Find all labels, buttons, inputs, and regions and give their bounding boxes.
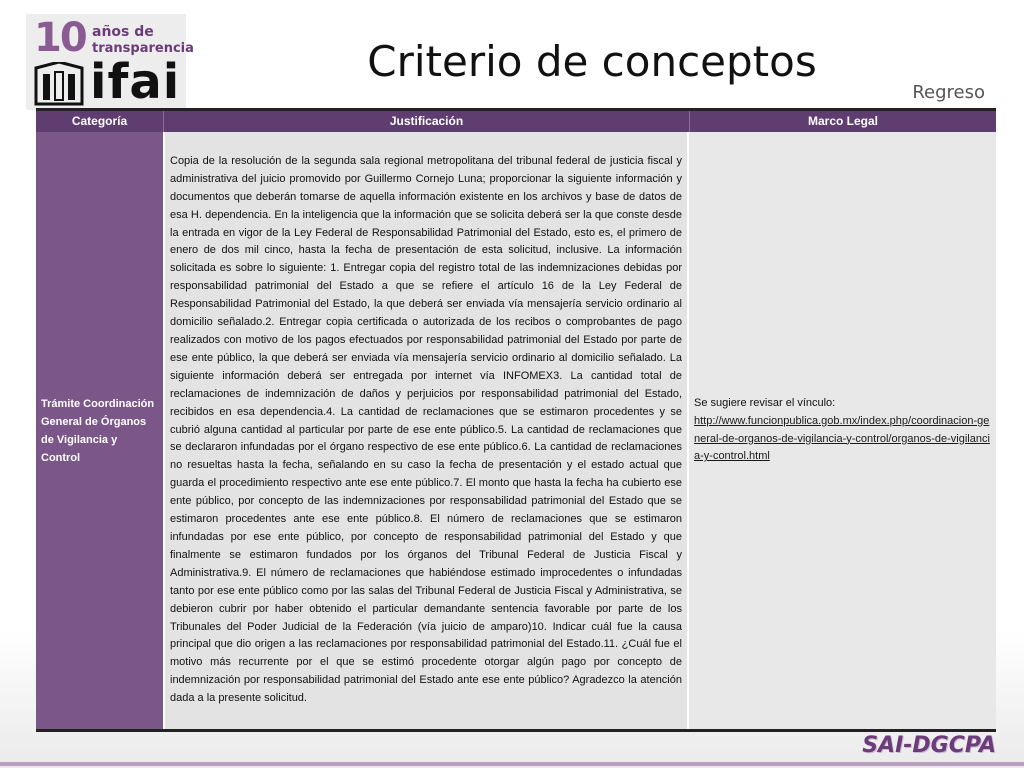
footer-divider bbox=[0, 762, 1024, 766]
logo-line-1: años de bbox=[92, 24, 154, 40]
sai-dgcpa-logo: SAI-DGCPA bbox=[862, 733, 996, 758]
legal-url-link[interactable]: http://www.funcionpublica.gob.mx/index.php/coordinacion-general-de-organos-de-vigilancia-y-control/organos-de-vigilancia-y-control.html bbox=[694, 414, 990, 463]
logo-anniversary-number: 10 bbox=[34, 15, 86, 61]
column-header-justification: Justificación bbox=[163, 111, 689, 132]
page-title: Criterio de conceptos bbox=[367, 37, 817, 86]
back-link[interactable]: Regreso bbox=[912, 82, 985, 103]
column-header-legal: Marco Legal bbox=[689, 111, 996, 132]
logo-wordmark: ifai bbox=[90, 54, 181, 110]
table-header bbox=[36, 111, 996, 132]
legal-cell bbox=[689, 132, 996, 729]
justification-cell bbox=[163, 132, 689, 729]
table-row bbox=[36, 132, 996, 729]
legal-intro-text: Se sugiere revisar el vínculo: bbox=[694, 396, 836, 409]
column-header-category: Categoría bbox=[71, 114, 128, 128]
category-cell bbox=[36, 132, 163, 729]
concepts-table bbox=[36, 108, 996, 732]
logo-line-2: transparencia bbox=[92, 41, 194, 56]
category-text: Trámite Coordinación General de Órganos de Vigilancia y Control bbox=[41, 397, 155, 464]
justification-text: Copia de la resolución de la segunda sala regional metropolitana del tribunal federal de justicia fiscal y administrativa del juicio promovido por Guillermo Cornejo Luna; proporcionar la siguiente información y documentos que deberán tomarse de aquella información existente en los archivos y base de datos de esa H. dependencia. En la inteligencia que la información que se solicita deberá ser la que conste desde la entrada en vigor de la Ley Federal de Responsabilidad Patrimonial del Estado, esto es, el primero de enero de dos mil cinco, hasta la fecha de presentación de esta solicitud, inclusive. La información solicitada es sobre lo siguiente: 1. Entregar copia del registro total de las indemnizaciones debidas por responsabilidad patrimonial del Estado a que se refiere el artículo 16 de la Ley Federal de Responsabilidad Patrimonial del Estado, la que deberá ser enviada vía mensajería servicio ordinario al domicilio señalado.2. Entregar copia certificada o autorizada de los recibos o comprobantes de pago realizados con motivo de los pagos efectuados por responsabilidad patrimonial del Estado por parte de ese ente público, la que deberá ser enviada vía mensajería servicio ordinario al domicilio señalado. La siguiente información deberá ser entregada por internet vía INFOMEX3. La cantidad total de reclamaciones de indemnización de daños y perjuicios por responsabilidad patrimonial del Estado, recibidos en esa dependencia.4. La cantidad de reclamaciones que se estimaron procedentes y se cubrió alguna cantidad al particular por parte de ese ente público.5. La cantidad de reclamaciones que se declararon infundadas por el órgano respectivo de ese ente público.6. La cantidad de reclamaciones no resueltas hasta la fecha, señalando en su caso la fecha de presentación y el estado actual que guarda el procedimiento respectivo ante ese ente público.7. El monto que hasta la fecha ha cubierto ese ente público, por concepto de las indemnizaciones por responsabilidad patrimonial del Estado que se estimaron procedentes ante ese ente público.8. El número de reclamaciones que se estimaron infundadas por ese ente público, por concepto de responsabilidad patrimonial del Estado y que finalmente se estimaron fundados por los órganos del Tribunal Federal de Justicia Fiscal y Administrativa.9. El número de reclamaciones que habiéndose estimado improcedentes o infundadas tanto por ese ente público como por las salas del Tribunal Federal de Justicia Fiscal y Administrativa, se debieron cubrir por haber obtenido el particular demandante sentencia favorable por parte de los Tribunales del Poder Judicial de la Federación (vía juicio de amparo)10. Indicar cuál fue la causa principal que dio origen a las reclamaciones por responsabilidad patrimonial del Estado.11. ¿Cuál fue el motivo más recurrente por el que se estimó procedente otorgar algún pago por concepto de indemnización por responsabilidad patrimonial del Estado ante ese ente público? Agradezco la atención dada a la presente solicitud. bbox=[170, 154, 682, 705]
